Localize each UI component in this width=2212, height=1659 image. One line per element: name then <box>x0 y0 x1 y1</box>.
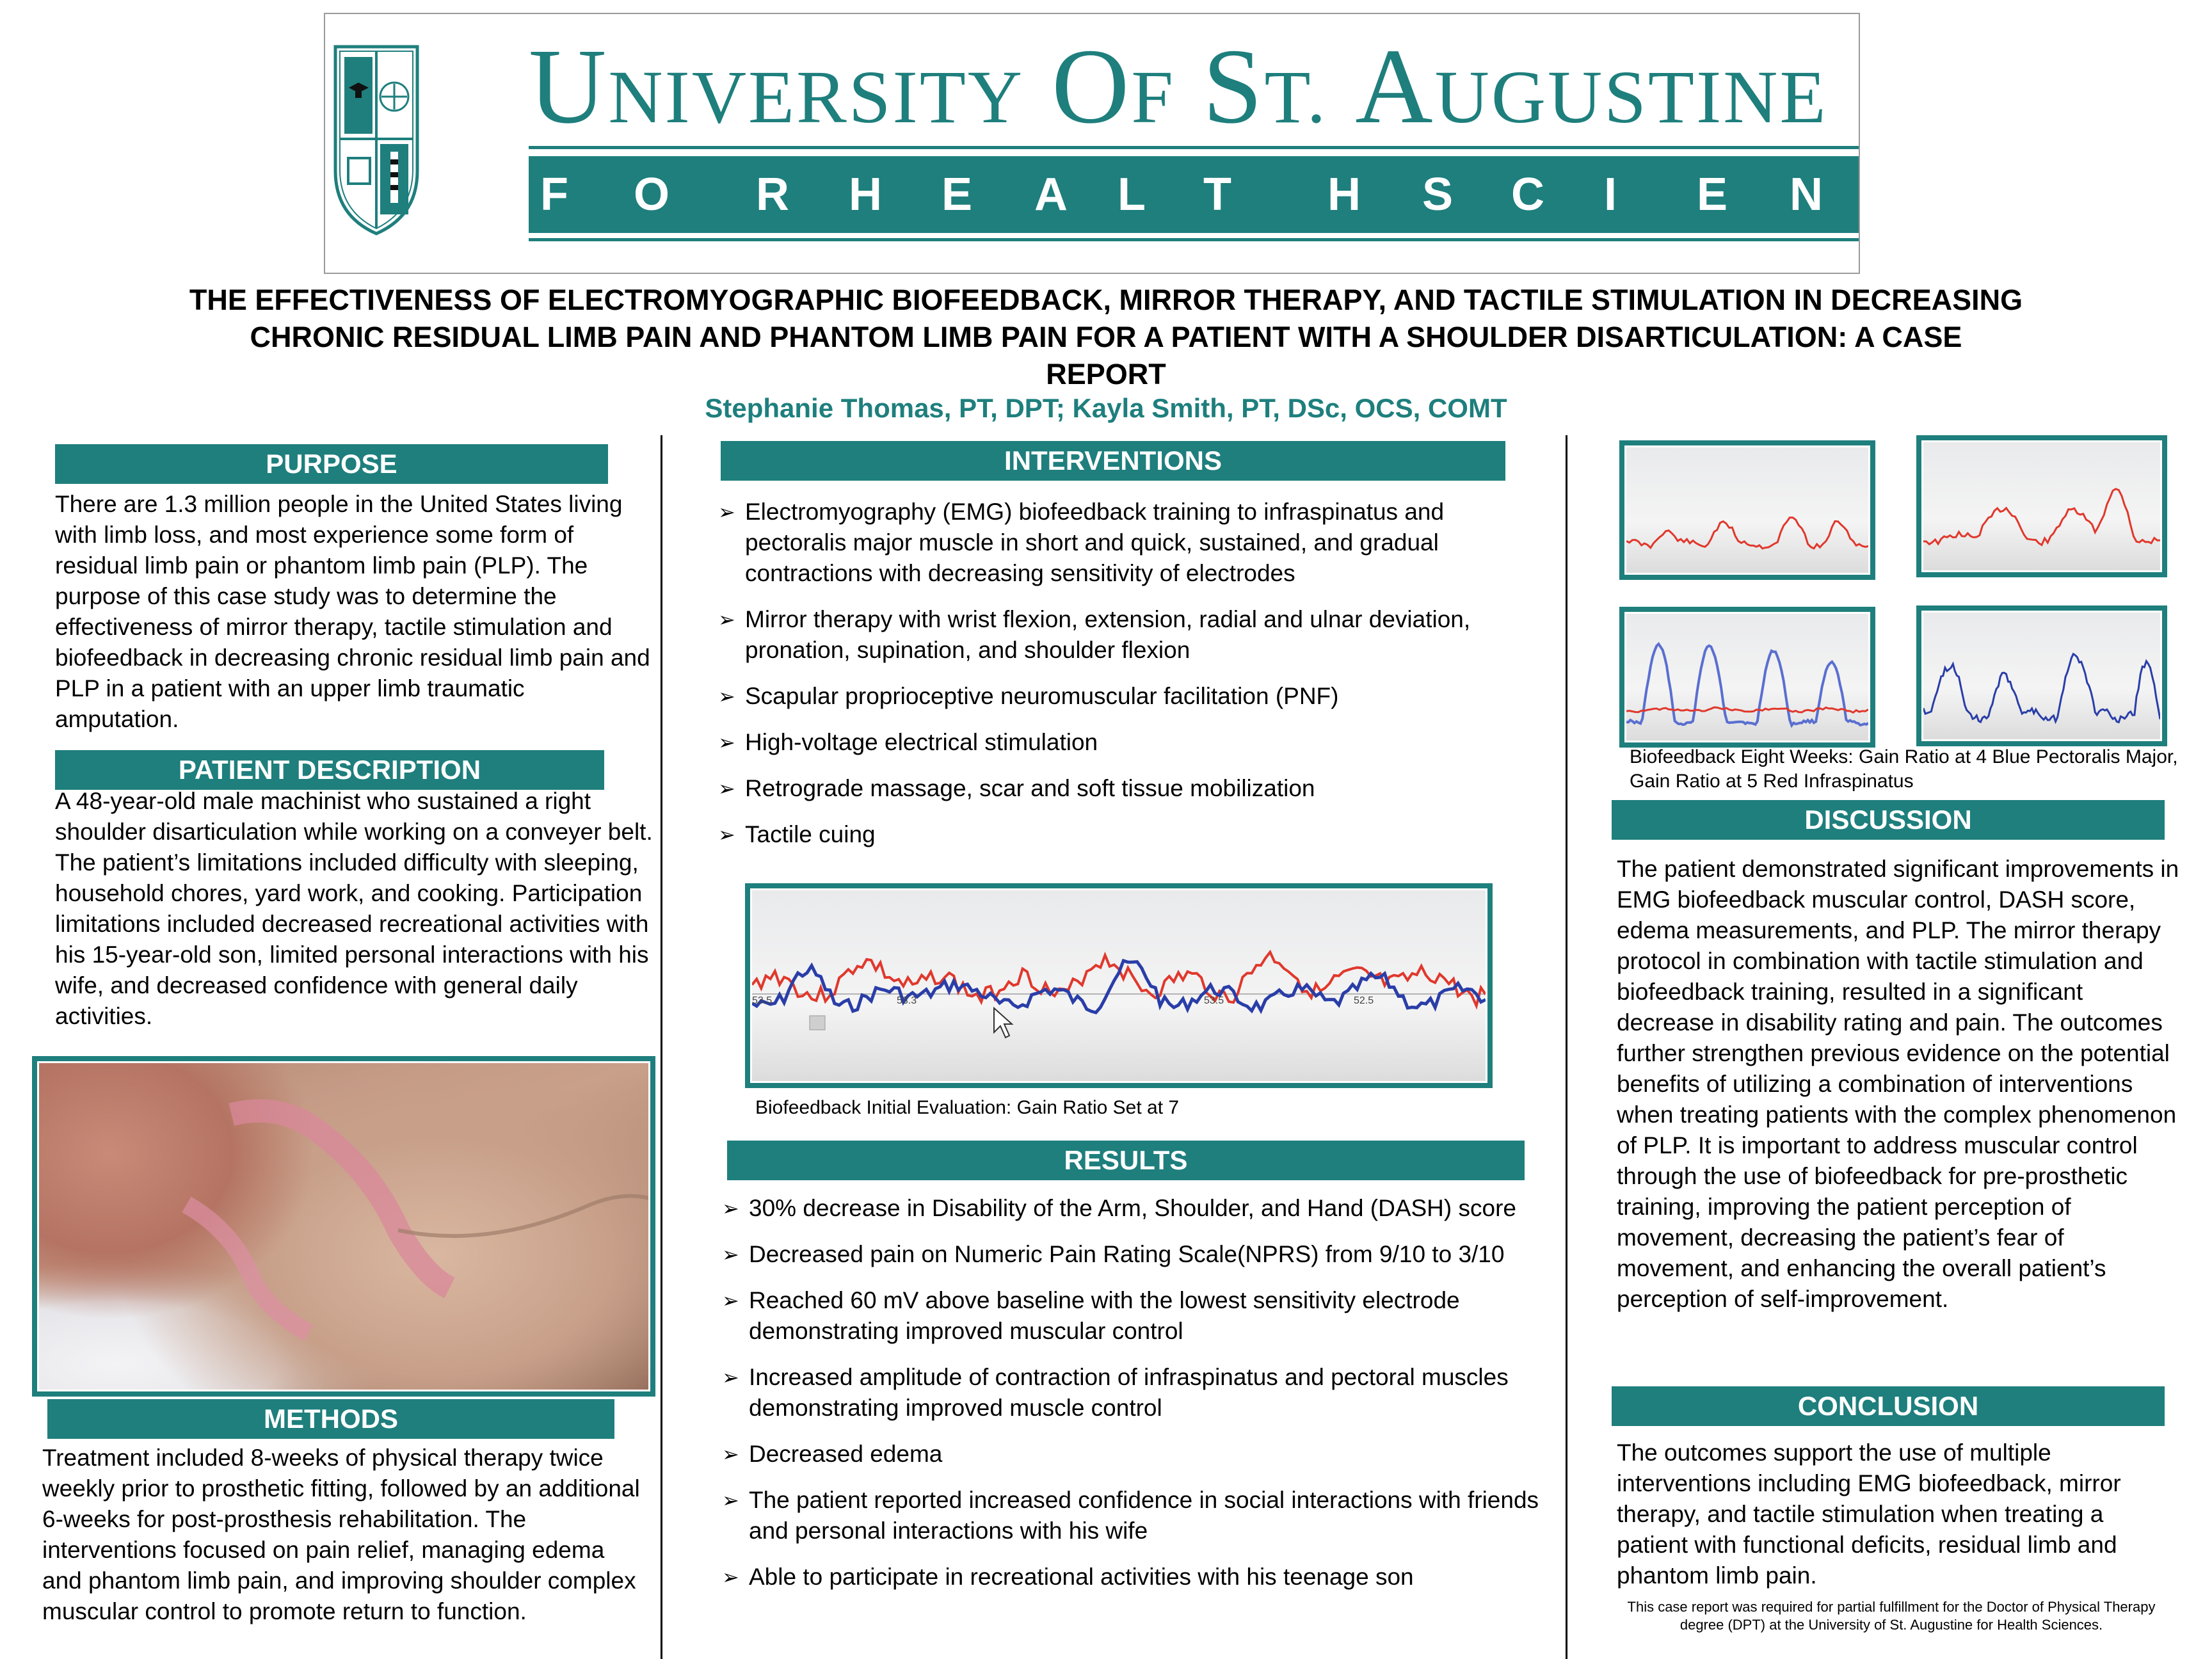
bullet-text: Increased amplitude of contraction of infraspinatus and pectoral muscles demonstrating improved muscle control <box>749 1364 1509 1421</box>
footnote: This case report was required for partial fulfillment for the Doctor of Physical Therapy degree (DPT) at the University of St. Augustine for Health Sciences. <box>1627 1599 2156 1633</box>
bullet-item <box>722 1193 1551 1224</box>
bullet-text: The patient reported increased confidence in social interactions with friends and personal interactions with his wife <box>749 1487 1539 1544</box>
arrow-bullet-icon: ➢ <box>718 777 735 800</box>
bullet-text: 30% decrease in Disability of the Arm, Shoulder, and Hand (DASH) score <box>749 1195 1516 1221</box>
bullet-item <box>718 681 1544 712</box>
band-letter: S <box>1422 169 1454 220</box>
band-letter: H <box>1327 169 1361 220</box>
bullet-text: Electromyography (EMG) biofeedback training to infraspinatus and pectoralis major muscle in short and quick, sustained, and gradual contractions with decreasing sensitivity of electrodes <box>745 499 1445 586</box>
results-heading: RESULTS <box>727 1141 1525 1180</box>
band-letter: A <box>1034 169 1068 220</box>
arrow-bullet-icon: ➢ <box>722 1366 739 1389</box>
band-letter: O <box>634 169 670 220</box>
bullet-item <box>722 1562 1551 1592</box>
arrow-bullet-icon: ➢ <box>722 1289 739 1312</box>
biofeedback-screen-3 <box>1619 607 1875 748</box>
arrow-bullet-icon: ➢ <box>718 608 735 631</box>
title-line-3: REPORT <box>1046 358 1166 390</box>
band-letter: E <box>1970 169 2001 220</box>
bullet-item <box>718 819 1544 850</box>
discussion-text: The patient demonstrated significant improvements in EMG biofeedback muscular control, DASH score, edema measurements, and PLP. The mirror therapy protocol in combination with tactile stimulation and biofeedback training, resulted in a significant decrease in disability rating and pain. The outcomes further strengthen previous evidence on the potential benefits of utilizing a combination of interventions when treating patients with the complex phenomenon of PLP. It is important to address muscular control through the use of biofeedback for pre-prosthetic training, improving the patient perception of movement, decreasing the patient’s fear of movement, and enhancing the overall patient’s perception of self-improvement. <box>1617 856 2179 1312</box>
authors: Stephanie Thomas, PT, DPT; Kayla Smith, PT, DSc, OCS, COMT <box>705 393 1507 423</box>
biofeedback-screen-4 <box>1916 605 2167 746</box>
bullet-text: Able to participate in recreational activities with his teenage son <box>749 1564 1414 1590</box>
title-line-2: CHRONIC RESIDUAL LIMB PAIN AND PHANTOM LIMB PAIN FOR A PATIENT WITH A SHOULDER DISARTICULATION: A CASE <box>250 321 1962 353</box>
bullet-text: Mirror therapy with wrist flexion, extension, radial and ulnar deviation, pronation, supination, and shoulder flexion <box>745 606 1471 663</box>
purpose-text: There are 1.3 million people in the United States living with limb loss, and most experience some form of residual limb pain or phantom limb pain (PLP). The purpose of this case study was to determine the effectiveness of mirror therapy, tactile stimulation and biofeedback in decreasing chronic residual limb pain and PLP in a patient with an upper limb traumatic amputation. <box>55 491 650 732</box>
patient-description-text: A 48-year-old male machinist who sustained a right shoulder disarticulation while working on a conveyer belt. The patient’s limitations included difficulty with sleeping, household chores, yard work, and cooking. Participation limitations included decreased recreational activities with his 15-year-old son, limited personal interactions with his wife, and decreased confidence with general daily activities. <box>55 788 653 1029</box>
band-letter: I <box>1604 169 1617 220</box>
bullet-text: Decreased pain on Numeric Pain Rating Scale(NPRS) from 9/10 to 3/10 <box>749 1241 1505 1267</box>
band-letter: S <box>2052 169 2083 220</box>
band-letter: F <box>540 169 568 220</box>
health-sciences-band <box>529 156 2083 233</box>
readout-4: 52.5 <box>1354 995 1374 1006</box>
band-letter: H <box>849 169 882 220</box>
bullet-text: Tactile cuing <box>745 821 876 847</box>
arrow-bullet-icon: ➢ <box>722 1243 739 1266</box>
methods-text: Treatment included 8-weeks of physical therapy twice weekly prior to prosthetic fitting, followed by an additional 6-weeks for post-prosthesis rehabilitation. The interventions focused on pain relief, managing edema and phantom limb pain, and improving shoulder complex muscular control to promote return to function. <box>42 1445 640 1624</box>
university-crest-icon <box>332 43 421 238</box>
eight-weeks-caption: Biofeedback Eight Weeks: Gain Ratio at 4 Blue Pectoralis Major, Gain Ratio at 5 Red Infraspinatus <box>1630 746 2178 792</box>
band-letter: L <box>1118 169 1146 220</box>
bullet-item <box>722 1439 1551 1470</box>
bullet-item <box>722 1285 1551 1347</box>
arrow-bullet-icon: ➢ <box>722 1566 739 1589</box>
band-letter: E <box>1697 169 1728 220</box>
column-divider-left <box>661 435 662 1659</box>
band-letter: T <box>1203 169 1231 220</box>
poster-title <box>96 282 2116 393</box>
bullet-text: Scapular proprioceptive neuromuscular facilitation (PNF) <box>745 683 1339 709</box>
bullet-item <box>722 1239 1551 1270</box>
methods-heading: METHODS <box>47 1399 614 1439</box>
column-divider-right <box>1566 435 1567 1659</box>
bullet-text: Decreased edema <box>749 1441 943 1467</box>
arrow-bullet-icon: ➢ <box>722 1489 739 1512</box>
bullet-item <box>722 1485 1551 1546</box>
band-letter: C <box>1511 169 1544 220</box>
initial-biofeedback-screen <box>745 883 1493 1088</box>
purpose-heading: PURPOSE <box>55 444 608 484</box>
biofeedback-screen-1 <box>1619 440 1875 580</box>
biofeedback-screen-2 <box>1916 435 2167 577</box>
interventions-heading: INTERVENTIONS <box>721 441 1505 481</box>
patient-description-heading: PATIENT DESCRIPTION <box>55 750 604 790</box>
bullet-text: Reached 60 mV above baseline with the lowest sensitivity electrode demonstrating improved muscular control <box>749 1287 1460 1344</box>
discussion-heading: DISCUSSION <box>1612 800 2165 840</box>
arrow-bullet-icon: ➢ <box>722 1197 739 1220</box>
residual-limb-photo <box>32 1056 655 1397</box>
arrow-bullet-icon: ➢ <box>718 823 735 846</box>
bullet-item <box>718 773 1544 804</box>
university-header <box>324 13 2083 274</box>
readout-1: 53.5 <box>752 995 773 1006</box>
results-list <box>722 1193 1551 1608</box>
bullet-item <box>718 604 1544 666</box>
band-letter: R <box>756 169 789 220</box>
band-letter: C <box>1879 169 1912 220</box>
readout-2: 53.3 <box>897 995 917 1006</box>
readout-3: 53.5 <box>1204 995 1224 1006</box>
initial-biofeedback-caption: Biofeedback Initial Evaluation: Gain Ratio Set at 7 <box>755 1097 1180 1118</box>
title-line-1: THE EFFECTIVENESS OF ELECTROMYOGRAPHIC BIOFEEDBACK, MIRROR THERAPY, AND TACTILE STIMULATION IN DECREASING <box>189 284 2023 316</box>
header-rule-bottom <box>529 238 1859 241</box>
bullet-text: Retrograde massage, scar and soft tissue mobilization <box>745 775 1315 801</box>
bullet-text: High-voltage electrical stimulation <box>745 729 1098 755</box>
emg-trace-initial <box>752 890 1486 1081</box>
band-letter: E <box>942 169 973 220</box>
mouse-cursor-icon <box>994 1008 1012 1038</box>
university-name: UNIVERSITY OF ST. AUGUSTINE <box>529 27 1828 146</box>
arrow-bullet-icon: ➢ <box>718 685 735 708</box>
band-letter: N <box>1790 169 1823 220</box>
bullet-item <box>718 727 1544 758</box>
arrow-bullet-icon: ➢ <box>718 731 735 754</box>
conclusion-heading: CONCLUSION <box>1612 1386 2165 1426</box>
bullet-item <box>718 497 1544 589</box>
arrow-bullet-icon: ➢ <box>718 501 735 524</box>
conclusion-text: The outcomes support the use of multiple interventions including EMG biofeedback, mirror therapy, and tactile stimulation when treating a patient with functional deficits, residual limb and phantom limb pain. <box>1617 1439 2121 1589</box>
bullet-item <box>722 1362 1551 1423</box>
header-rule-top <box>529 146 1859 149</box>
arrow-bullet-icon: ➢ <box>722 1443 739 1466</box>
interventions-list <box>718 497 1544 865</box>
